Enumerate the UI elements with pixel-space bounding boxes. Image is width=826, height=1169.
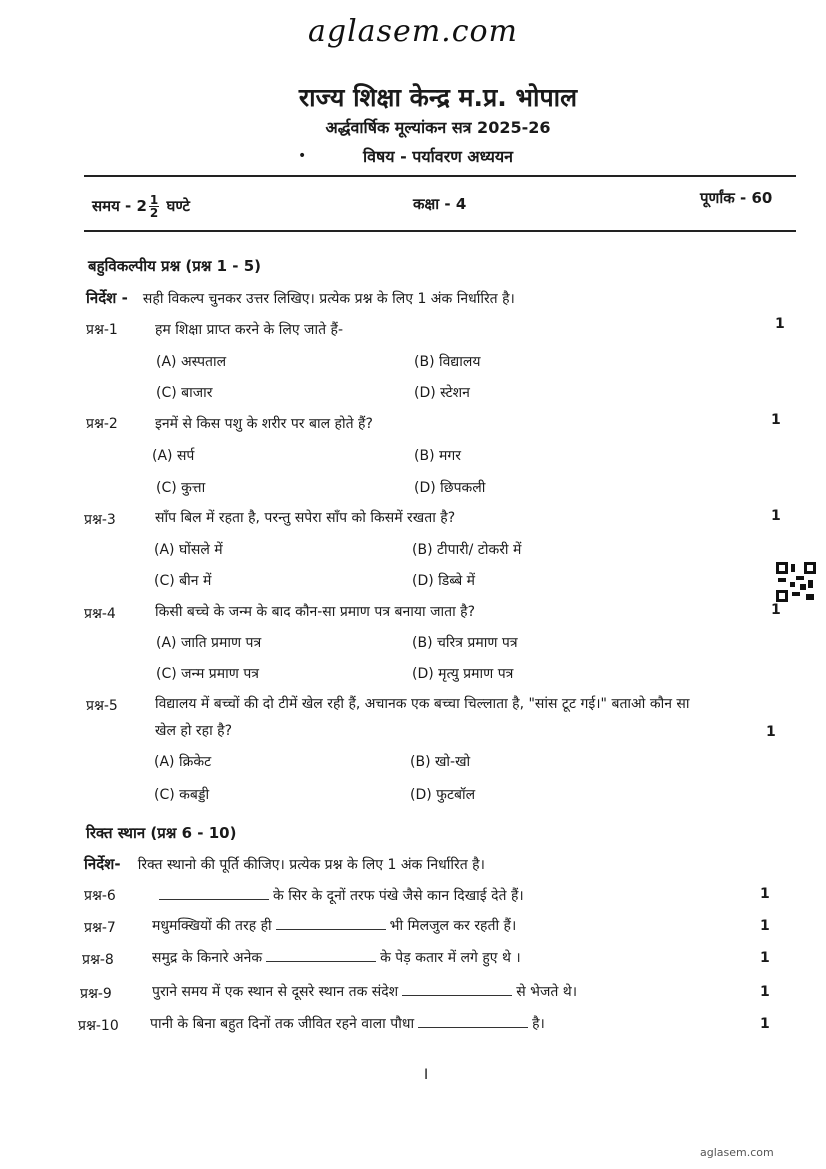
- fill-pre: मधुमक्खियों की तरह ही: [152, 918, 272, 934]
- instruction-label: निर्देश-: [84, 855, 121, 873]
- option-d: (D) डिब्बे में: [412, 573, 476, 589]
- option-a: (A) क्रिकेट: [154, 754, 212, 770]
- blank: [402, 994, 512, 996]
- time-fraction: [149, 194, 159, 219]
- option-a: (A) घोंसले में: [154, 542, 223, 558]
- question-text-cont: खेल हो रहा है?: [155, 723, 233, 739]
- option-d: (D) मृत्यु प्रमाण पत्र: [412, 666, 514, 682]
- option-a: (A) जाति प्रमाण पत्र: [156, 635, 262, 651]
- max-marks: पूर्णांक - 60: [700, 189, 773, 207]
- time-label: समय - 2: [92, 197, 147, 215]
- option-d: (D) छिपकली: [414, 480, 486, 496]
- time-fraction-den: 2: [149, 206, 159, 220]
- question-text: साँप बिल में रहता है, परन्तु सपेरा साँप को किसमें रखता है?: [155, 510, 456, 526]
- bullet-mark: •: [298, 148, 307, 164]
- option-c: (C) बाजार: [156, 385, 213, 401]
- question-number: प्रश्न-3: [84, 512, 116, 528]
- question-text: इनमें से किस पशु के शरीर पर बाल होते हैं?: [155, 416, 373, 432]
- question-number: प्रश्न-7: [84, 920, 116, 936]
- question-number: प्रश्न-9: [80, 986, 112, 1002]
- option-d: (D) स्टेशन: [414, 385, 470, 401]
- class-label: कक्षा - 4: [413, 195, 467, 213]
- question-number: प्रश्न-2: [86, 416, 118, 432]
- fill-line: [150, 1014, 545, 1033]
- fill-line: [155, 886, 524, 905]
- option-c: (C) कबड्डी: [154, 787, 210, 803]
- fill-post: भी मिलजुल कर रहती हैं।: [389, 918, 517, 934]
- watermark: aglasem.com: [700, 1146, 774, 1159]
- question-mark: 1: [775, 316, 785, 332]
- fill-line: [152, 916, 516, 935]
- section-title-fill: रिक्त स्थान (प्रश्न 6 - 10): [86, 824, 237, 842]
- question-number: प्रश्न-10: [78, 1018, 119, 1034]
- time-unit: घण्टे: [166, 197, 190, 215]
- option-b: (B) चरित्र प्रमाण पत्र: [412, 635, 518, 651]
- instruction-text: सही विकल्प चुनकर उत्तर लिखिए। प्रत्येक प्रश्न के लिए 1 अंक निर्धारित है।: [142, 291, 515, 307]
- exam-title: अर्द्धवार्षिक मूल्यांकन सत्र 2025-26: [325, 118, 551, 137]
- question-number: प्रश्न-6: [84, 888, 116, 904]
- section-title-mcq: बहुविकल्पीय प्रश्न (प्रश्न 1 - 5): [88, 257, 262, 275]
- question-mark: 1: [760, 1016, 770, 1032]
- blank: [418, 1026, 528, 1028]
- qr-code: [776, 562, 816, 602]
- question-text: हम शिक्षा प्राप्त करने के लिए जाते हैं-: [155, 322, 343, 338]
- option-c: (C) बीन में: [154, 573, 212, 589]
- question-number: प्रश्न-8: [82, 952, 114, 968]
- fill-post: के सिर के दूनों तरफ पंखे जैसे कान दिखाई देते हैं।: [273, 888, 524, 904]
- instruction-mcq: [86, 288, 515, 308]
- option-a: (A) सर्प: [152, 448, 195, 464]
- question-number: प्रश्न-1: [86, 322, 118, 338]
- question-mark: 1: [771, 602, 781, 618]
- question-number: प्रश्न-5: [86, 698, 118, 714]
- page-mark: I: [424, 1067, 429, 1083]
- fill-pre: पुराने समय में एक स्थान से दूसरे स्थान तक संदेश: [152, 984, 399, 1000]
- time-allowed: [92, 194, 190, 219]
- option-d: (D) फुटबॉल: [410, 787, 476, 803]
- fill-line: [152, 982, 577, 1001]
- question-mark: 1: [760, 950, 770, 966]
- site-name: aglasem.com: [307, 14, 518, 49]
- question-number: प्रश्न-4: [84, 606, 116, 622]
- option-b: (B) टीपारी/ टोकरी में: [412, 542, 522, 558]
- question-text: विद्यालय में बच्चों की दो टीमें खेल रही हैं, अचानक एक बच्चा चिल्लाता है, "सांस टूट गई।" बताओ कौन सा: [155, 696, 690, 712]
- meta-rule: [84, 230, 796, 232]
- question-text: किसी बच्चे के जन्म के बाद कौन-सा प्रमाण पत्र बनाया जाता है?: [155, 604, 476, 620]
- instruction-label: निर्देश -: [86, 289, 128, 307]
- question-mark: 1: [766, 724, 776, 740]
- blank: [159, 898, 269, 900]
- option-b: (B) विद्यालय: [414, 354, 481, 370]
- fill-pre: समुद्र के किनारे अनेक: [152, 950, 263, 966]
- fill-post: है।: [532, 1016, 545, 1032]
- question-mark: 1: [760, 918, 770, 934]
- top-rule: [84, 175, 796, 177]
- fill-post: से भेजते थे।: [516, 984, 578, 1000]
- fill-pre: पानी के बिना बहुत दिनों तक जीवित रहने वाला पौधा: [150, 1016, 415, 1032]
- blank: [276, 928, 386, 930]
- fill-post: के पेड़ कतार में लगे हुए थे ।: [380, 950, 521, 966]
- instruction-fill: [84, 854, 485, 874]
- option-a: (A) अस्पताल: [156, 354, 227, 370]
- fill-line: [152, 948, 521, 967]
- time-fraction-num: 1: [149, 193, 159, 207]
- question-mark: 1: [771, 508, 781, 524]
- question-mark: 1: [760, 984, 770, 1000]
- instruction-text: रिक्त स्थानो की पूर्ति कीजिए। प्रत्येक प्रश्न के लिए 1 अंक निर्धारित है।: [137, 857, 485, 873]
- option-b: (B) मगर: [414, 448, 461, 464]
- option-c: (C) जन्म प्रमाण पत्र: [156, 666, 260, 682]
- question-mark: 1: [760, 886, 770, 902]
- blank: [266, 960, 376, 962]
- page-title: राज्य शिक्षा केन्द्र म.प्र. भोपाल: [298, 83, 578, 112]
- option-c: (C) कुत्ता: [156, 480, 206, 496]
- question-mark: 1: [771, 412, 781, 428]
- option-b: (B) खो-खो: [410, 754, 471, 770]
- subject-title: विषय - पर्यावरण अध्ययन: [362, 147, 514, 166]
